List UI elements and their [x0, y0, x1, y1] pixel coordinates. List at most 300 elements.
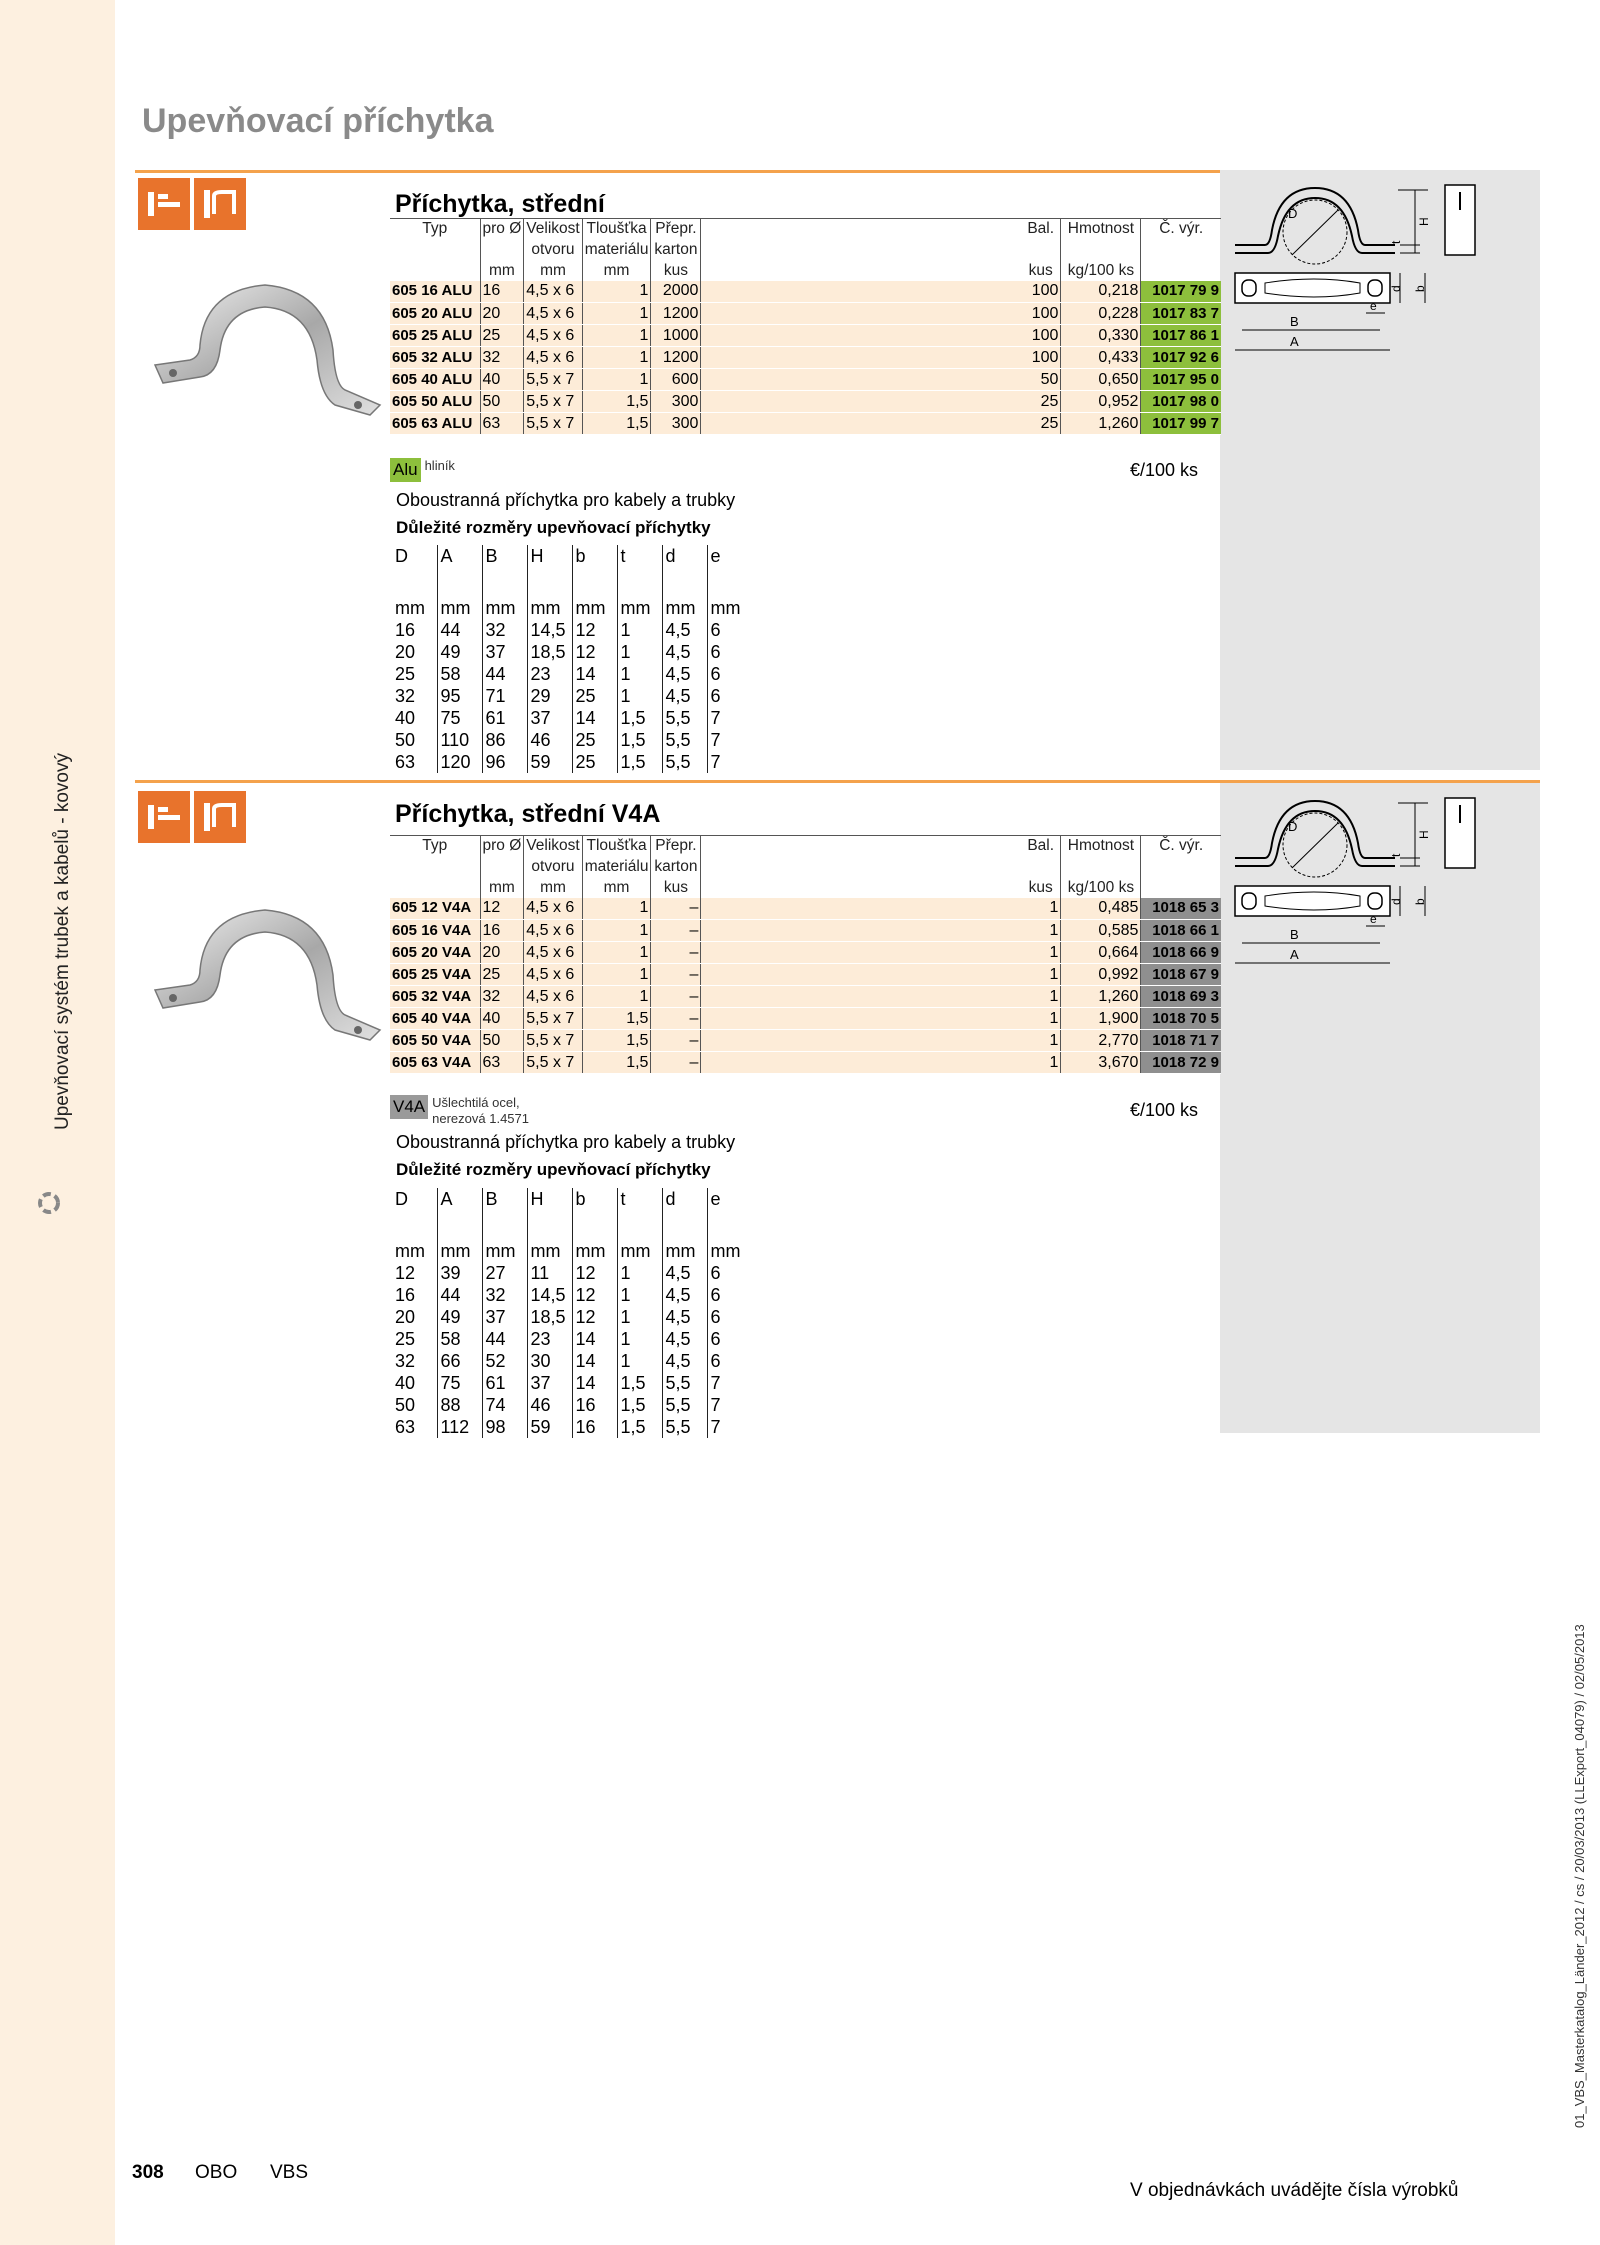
table-cell [701, 836, 1021, 857]
dim-value: 86 [482, 729, 527, 751]
dim-col-header: d [662, 545, 707, 575]
material-thickness: 1,5 [582, 1008, 651, 1030]
dim-value: 1 [617, 641, 662, 663]
dim-value: 40 [395, 708, 416, 728]
obo-swirl-icon [36, 1190, 62, 1216]
section-heading: Příchytka, střední V4A [395, 800, 661, 828]
dim-value: 63 [395, 752, 416, 772]
shipping-carton: 2000 [651, 281, 701, 303]
dim-value: 71 [482, 685, 527, 707]
table-cell [390, 878, 480, 898]
dim-value: 110 [437, 729, 482, 751]
dim-spacer [707, 575, 752, 597]
dim-value: 12 [572, 641, 617, 663]
svg-text:d: d [1389, 285, 1403, 292]
table-cell [390, 857, 480, 878]
pipe-diameter: 32 [480, 347, 524, 369]
material-thickness: 1,5 [582, 1052, 651, 1074]
dim-value: 32 [395, 1351, 416, 1371]
dim-spacer [662, 575, 707, 597]
package-qty: 100 [1021, 325, 1061, 347]
table-cell [701, 878, 1021, 898]
table-row [390, 986, 1221, 1008]
dim-value: 39 [437, 1262, 482, 1284]
dim-value: 4,5 [662, 641, 707, 663]
hole-size: 4,5 x 6 [524, 920, 582, 942]
weight: 1,900 [1061, 1008, 1141, 1030]
svg-text:d: d [1389, 898, 1403, 905]
article-number: 1018 67 9 [1141, 964, 1221, 986]
dim-unit: mm [482, 597, 527, 619]
table-cell: mm [582, 261, 651, 281]
col-header-prepr: Přepr. [651, 836, 701, 857]
package-qty: 100 [1021, 303, 1061, 325]
table-cell: mm [480, 878, 524, 898]
col-header-tloustka: Tloušťka [582, 219, 651, 240]
hole-size: 4,5 x 6 [524, 964, 582, 986]
dim-value: 14 [572, 663, 617, 685]
dim-value: 6 [707, 641, 752, 663]
article-number: 1018 65 3 [1141, 898, 1221, 920]
table-row [392, 729, 752, 751]
material-thickness: 1 [582, 898, 651, 920]
product-type: 605 40 V4A [390, 1008, 480, 1030]
pipe-diameter: 50 [480, 1030, 524, 1052]
col-header-velikost: Velikost [524, 219, 582, 240]
dim-value: 5,5 [662, 1394, 707, 1416]
dim-spacer [482, 1218, 527, 1240]
svg-text:H: H [1417, 217, 1431, 226]
dim-value: 25 [395, 664, 416, 684]
dim-value: 30 [527, 1350, 572, 1372]
table-cell [1021, 240, 1061, 261]
dim-value: 4,5 [662, 1284, 707, 1306]
package-qty: 1 [1021, 898, 1061, 920]
dim-value: 12 [395, 1263, 416, 1283]
dim-value: 44 [482, 663, 527, 685]
dim-spacer [707, 1218, 752, 1240]
table-cell [701, 898, 1021, 920]
table-cell [701, 1052, 1021, 1074]
table-cell [1141, 878, 1221, 898]
svg-text:b: b [1413, 898, 1427, 905]
hammer-mount-icon [138, 791, 190, 843]
dim-value: 74 [482, 1394, 527, 1416]
material-label-line: hliník [424, 458, 455, 473]
dim-unit: mm [527, 597, 572, 619]
diagram-panel [1220, 170, 1540, 770]
weight: 0,485 [1061, 898, 1141, 920]
table-row [390, 413, 1221, 435]
col-header-pro: pro Ø [480, 836, 524, 857]
table-cell: karton [651, 240, 701, 261]
pipe-diameter: 20 [480, 303, 524, 325]
dim-unit: mm [395, 598, 425, 618]
table-cell: kus [651, 878, 701, 898]
weight: 0,330 [1061, 325, 1141, 347]
dim-value: 4,5 [662, 1262, 707, 1284]
table-cell [701, 964, 1021, 986]
dim-value: 6 [707, 1350, 752, 1372]
material-thickness: 1 [582, 942, 651, 964]
table-cell [701, 1008, 1021, 1030]
dim-value: 1 [617, 1328, 662, 1350]
weight: 2,770 [1061, 1030, 1141, 1052]
dim-spacer [527, 1218, 572, 1240]
material-label-line: nerezová 1.4571 [432, 1111, 529, 1126]
pipe-diameter: 16 [480, 281, 524, 303]
dim-value: 14 [572, 707, 617, 729]
installation-icons [138, 791, 246, 843]
dim-value: 52 [482, 1350, 527, 1372]
dim-value: 49 [437, 1306, 482, 1328]
article-number: 1018 66 9 [1141, 942, 1221, 964]
dim-value: 32 [482, 619, 527, 641]
col-header-tloustka: Tloušťka [582, 836, 651, 857]
table-row [392, 1284, 752, 1306]
dim-spacer [527, 575, 572, 597]
hole-size: 4,5 x 6 [524, 347, 582, 369]
package-qty: 1 [1021, 942, 1061, 964]
hole-size: 4,5 x 6 [524, 898, 582, 920]
material-badge [390, 1095, 529, 1127]
hole-size: 5,5 x 7 [524, 1052, 582, 1074]
table-cell: materiálu [582, 240, 651, 261]
dim-value: 7 [707, 1394, 752, 1416]
dim-value: 7 [707, 707, 752, 729]
dim-value: 18,5 [527, 1306, 572, 1328]
dimensions-table [392, 545, 752, 773]
dim-value: 7 [707, 1416, 752, 1438]
article-number: 1017 98 0 [1141, 391, 1221, 413]
table-row [392, 1328, 752, 1350]
dim-value: 61 [482, 1372, 527, 1394]
dim-col-header: b [572, 1188, 617, 1218]
dim-value: 75 [437, 1372, 482, 1394]
hole-size: 5,5 x 7 [524, 1030, 582, 1052]
svg-text:A: A [1290, 947, 1299, 962]
material-thickness: 1 [582, 325, 651, 347]
dim-value: 5,5 [662, 707, 707, 729]
material-badge [390, 458, 455, 482]
table-cell [1141, 857, 1221, 878]
product-photo [145, 265, 385, 450]
dim-value: 1 [617, 1262, 662, 1284]
dim-value: 61 [482, 707, 527, 729]
dim-spacer [617, 575, 662, 597]
dim-value: 16 [572, 1416, 617, 1438]
table-row [390, 369, 1221, 391]
dimension-diagram [1220, 783, 1540, 1013]
dim-value: 59 [527, 1416, 572, 1438]
table-cell [701, 219, 1021, 240]
dim-value: 6 [707, 1306, 752, 1328]
article-number: 1017 86 1 [1141, 325, 1221, 347]
dim-value: 12 [572, 1262, 617, 1284]
dim-unit: mm [572, 597, 617, 619]
table-cell [1141, 261, 1221, 281]
product-type: 605 25 ALU [390, 325, 480, 347]
dim-col-header: t [617, 1188, 662, 1218]
dim-value: 44 [437, 1284, 482, 1306]
dim-unit: mm [617, 1240, 662, 1262]
dim-value: 6 [707, 1284, 752, 1306]
dim-value: 16 [395, 1285, 416, 1305]
dim-spacer [437, 575, 482, 597]
table-row [392, 1350, 752, 1372]
dim-spacer [617, 1218, 662, 1240]
dim-value: 23 [527, 663, 572, 685]
table-cell [701, 391, 1021, 413]
table-cell: otvoru [524, 240, 582, 261]
col-header-cvyr: Č. výr. [1141, 219, 1221, 240]
dim-spacer [662, 1218, 707, 1240]
table-cell: mm [582, 878, 651, 898]
hole-size: 4,5 x 6 [524, 942, 582, 964]
dim-col-header: A [437, 1188, 482, 1218]
product-type: 605 16 ALU [390, 281, 480, 303]
dim-unit: mm [707, 1240, 752, 1262]
material-thickness: 1,5 [582, 413, 651, 435]
dim-col-header: t [617, 545, 662, 575]
table-cell [1141, 240, 1221, 261]
dim-value: 14,5 [527, 1284, 572, 1306]
price-unit: €/100 ks [1130, 460, 1199, 480]
dim-value: 6 [707, 685, 752, 707]
section-heading: Příchytka, střední [395, 190, 605, 218]
dim-value: 7 [707, 1372, 752, 1394]
hole-size: 4,5 x 6 [524, 986, 582, 1008]
footer-code: VBS [270, 2162, 309, 2183]
dim-unit: mm [395, 1241, 425, 1261]
footer-brand: OBO [195, 2162, 238, 2183]
dim-value: 12 [572, 619, 617, 641]
dim-value: 25 [572, 729, 617, 751]
diagram-label-D: D [1288, 206, 1298, 221]
dim-col-header: D [395, 546, 408, 566]
weight: 0,433 [1061, 347, 1141, 369]
hole-size: 4,5 x 6 [524, 325, 582, 347]
dim-value: 98 [482, 1416, 527, 1438]
table-row [390, 325, 1221, 347]
dim-unit: mm [482, 1240, 527, 1262]
dim-value: 1 [617, 1306, 662, 1328]
product-type: 605 16 V4A [390, 920, 480, 942]
table-cell [1061, 240, 1141, 261]
product-description: Oboustranná příchytka pro kabely a trubky [396, 1132, 736, 1152]
table-row [392, 1372, 752, 1394]
dim-unit: mm [437, 597, 482, 619]
table-cell [701, 413, 1021, 435]
dim-col-header: e [707, 1188, 752, 1218]
dim-unit: mm [527, 1240, 572, 1262]
dim-value: 27 [482, 1262, 527, 1284]
table-cell [701, 942, 1021, 964]
package-qty: 1 [1021, 986, 1061, 1008]
table-cell [701, 261, 1021, 281]
article-number: 1017 83 7 [1141, 303, 1221, 325]
package-qty: 1 [1021, 1008, 1061, 1030]
dim-value: 25 [395, 1329, 416, 1349]
shipping-carton: 600 [651, 369, 701, 391]
dim-value: 37 [482, 641, 527, 663]
table-cell: mm [524, 261, 582, 281]
table-cell: kg/100 ks [1061, 878, 1141, 898]
table-cell [701, 857, 1021, 878]
pipe-diameter: 63 [480, 413, 524, 435]
article-number: 1017 95 0 [1141, 369, 1221, 391]
dim-spacer [572, 575, 617, 597]
material-thickness: 1 [582, 986, 651, 1008]
pipe-diameter: 20 [480, 942, 524, 964]
material-code: Alu [390, 458, 421, 482]
table-cell [701, 347, 1021, 369]
weight: 0,228 [1061, 303, 1141, 325]
table-row [390, 281, 1221, 303]
article-number: 1018 69 3 [1141, 986, 1221, 1008]
dim-value: 1,5 [617, 751, 662, 773]
product-type: 605 32 ALU [390, 347, 480, 369]
table-cell: otvoru [524, 857, 582, 878]
dim-col-header: D [395, 1189, 408, 1209]
product-type: 605 40 ALU [390, 369, 480, 391]
dim-value: 4,5 [662, 663, 707, 685]
table-row [392, 1394, 752, 1416]
article-number: 1018 70 5 [1141, 1008, 1221, 1030]
package-qty: 1 [1021, 1052, 1061, 1074]
package-qty: 100 [1021, 347, 1061, 369]
dimensions-title: Důležité rozměry upevňovací příchytky [396, 1160, 711, 1179]
col-header-typ: Typ [390, 219, 480, 240]
dim-value: 23 [527, 1328, 572, 1350]
table-cell: kus [1028, 261, 1053, 279]
dim-unit: mm [707, 597, 752, 619]
col-header-hmotnost: Hmotnost [1061, 836, 1141, 857]
shipping-carton: 1000 [651, 325, 701, 347]
table-row [390, 303, 1221, 325]
table-cell [1021, 857, 1061, 878]
dim-spacer [437, 1218, 482, 1240]
dim-value: 50 [395, 1395, 416, 1415]
table-row [390, 391, 1221, 413]
dim-value: 1 [617, 685, 662, 707]
hole-size: 5,5 x 7 [524, 413, 582, 435]
dim-value: 58 [437, 1328, 482, 1350]
package-qty: 25 [1021, 391, 1061, 413]
dim-value: 96 [482, 751, 527, 773]
dimensions-title: Důležité rozměry upevňovací příchytky [396, 518, 711, 537]
dim-value: 1,5 [617, 707, 662, 729]
hole-size: 4,5 x 6 [524, 303, 582, 325]
material-thickness: 1 [582, 920, 651, 942]
dim-value: 46 [527, 1394, 572, 1416]
wall-mount-icon [194, 178, 246, 230]
article-number: 1018 66 1 [1141, 920, 1221, 942]
dim-value: 32 [482, 1284, 527, 1306]
dim-value: 112 [437, 1416, 482, 1438]
weight: 0,650 [1061, 369, 1141, 391]
dim-col-header: b [572, 545, 617, 575]
dim-value: 59 [527, 751, 572, 773]
table-cell [701, 986, 1021, 1008]
table-cell: mm [480, 261, 524, 281]
dim-value: 49 [437, 641, 482, 663]
pipe-diameter: 25 [480, 964, 524, 986]
article-number: 1017 99 7 [1141, 413, 1221, 435]
col-header-cvyr: Č. výr. [1141, 836, 1221, 857]
table-row [390, 920, 1221, 942]
dim-unit: mm [662, 1240, 707, 1262]
dim-value: 44 [482, 1328, 527, 1350]
weight: 0,585 [1061, 920, 1141, 942]
shipping-carton: 1200 [651, 303, 701, 325]
dimensions-table [392, 1188, 752, 1438]
dim-value: 29 [527, 685, 572, 707]
dim-value: 1,5 [617, 1394, 662, 1416]
svg-text:e: e [1370, 912, 1377, 926]
dim-value: 1 [617, 1284, 662, 1306]
material-code: V4A [390, 1095, 428, 1119]
pipe-diameter: 63 [480, 1052, 524, 1074]
table-cell [390, 261, 480, 281]
table-cell [701, 281, 1021, 303]
price-unit: €/100 ks [1130, 1100, 1199, 1120]
weight: 3,670 [1061, 1052, 1141, 1074]
dim-value: 7 [707, 751, 752, 773]
dim-col-header: H [527, 545, 572, 575]
dim-value: 4,5 [662, 619, 707, 641]
table-row [390, 942, 1221, 964]
article-number: 1018 71 7 [1141, 1030, 1221, 1052]
hole-size: 5,5 x 7 [524, 391, 582, 413]
dim-value: 1,5 [617, 1372, 662, 1394]
dim-unit: mm [662, 597, 707, 619]
package-qty: 50 [1021, 369, 1061, 391]
table-cell: materiálu [582, 857, 651, 878]
col-header-velikost: Velikost [524, 836, 582, 857]
table-row [392, 707, 752, 729]
product-type: 605 25 V4A [390, 964, 480, 986]
article-number: 1018 72 9 [1141, 1052, 1221, 1074]
col-header-bal: Bal. [1021, 836, 1061, 857]
pipe-diameter: 40 [480, 1008, 524, 1030]
dim-value: 16 [572, 1394, 617, 1416]
material-label [432, 1095, 529, 1127]
table-row [392, 619, 752, 641]
dimension-diagram [1220, 170, 1540, 400]
pipe-diameter: 32 [480, 986, 524, 1008]
table-cell [701, 303, 1021, 325]
table-row [392, 663, 752, 685]
package-qty: 25 [1021, 413, 1061, 435]
weight: 0,664 [1061, 942, 1141, 964]
svg-text:t: t [1389, 240, 1403, 244]
dim-value: 32 [395, 686, 416, 706]
dim-value: 6 [707, 1328, 752, 1350]
dim-value: 6 [707, 1262, 752, 1284]
svg-text:e: e [1370, 299, 1377, 313]
dim-value: 37 [527, 1372, 572, 1394]
dim-value: 11 [527, 1262, 572, 1284]
table-cell [480, 857, 524, 878]
page-title: Upevňovací příchytka [142, 102, 494, 140]
shipping-carton: – [651, 1052, 701, 1074]
table-cell [701, 325, 1021, 347]
dim-value: 5,5 [662, 1372, 707, 1394]
table-row [390, 347, 1221, 369]
dim-value: 14,5 [527, 619, 572, 641]
material-thickness: 1 [582, 347, 651, 369]
